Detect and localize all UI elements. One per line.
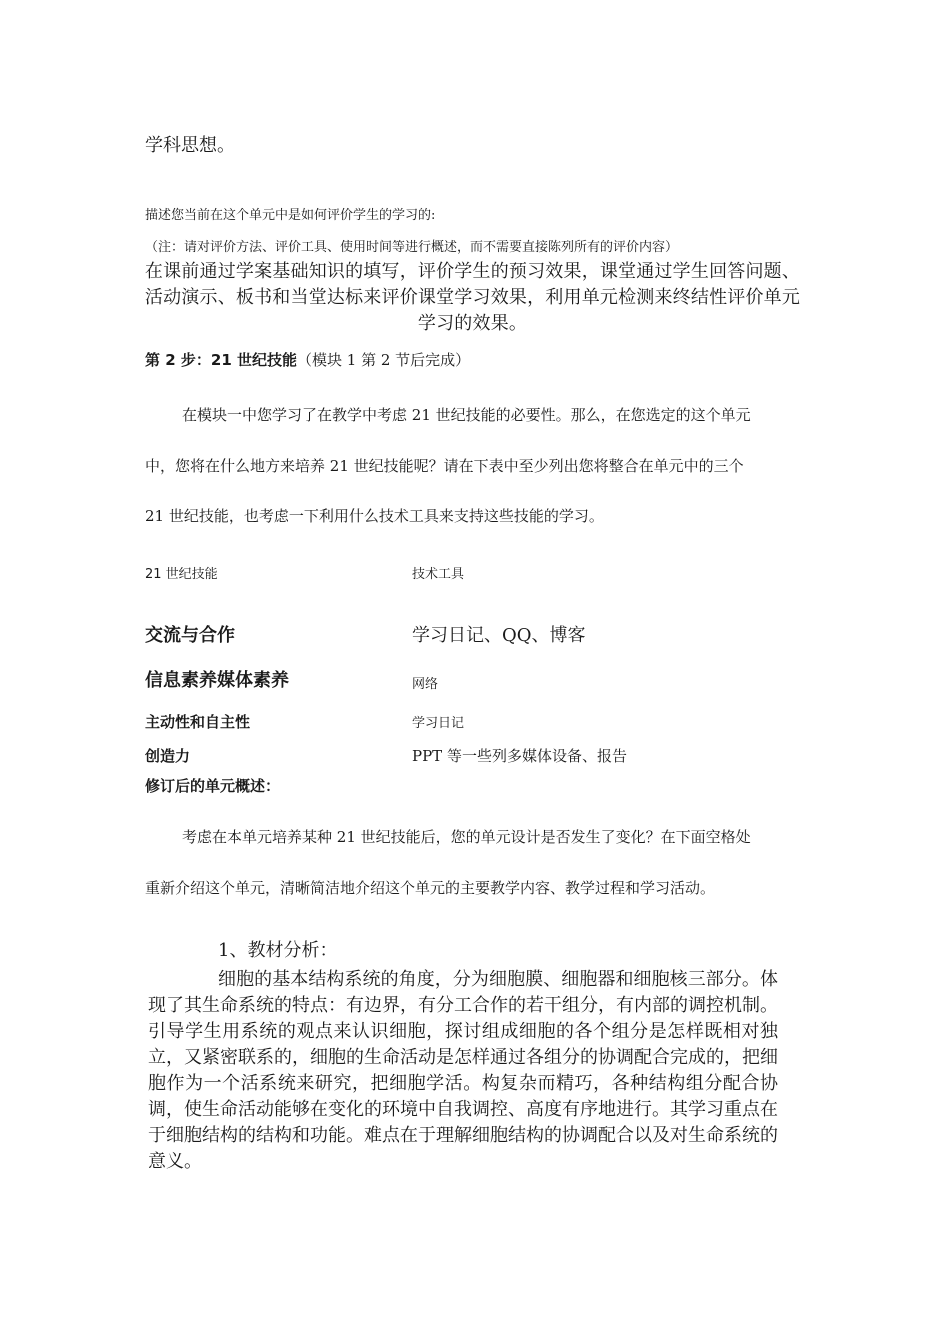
assessment-prompt: 描述您当前在这个单元中是如何评价学生的学习的: xyxy=(145,208,436,223)
assessment-note: （注：请对评价方法、评价工具、使用时间等进行概述，而不需要直接陈列所有的评价内容） xyxy=(145,240,679,255)
revised-paragraph-line-1: 考虑在本单元培养某种 21 世纪技能后，您的单元设计是否发生了变化？在下面空格处 xyxy=(182,828,751,846)
tools-column-header: 技术工具 xyxy=(412,567,465,582)
revised-heading: 修订后的单元概述： xyxy=(145,777,281,795)
tool-cell: 网络 xyxy=(412,677,439,692)
step2-paragraph-line-2: 中，您将在什么地方来培养 21 世纪技能呢？请在下表中至少列出您将整合在单元中的三个 xyxy=(145,457,744,475)
assessment-answer: 在课前通过学案基础知识的填写，评价学生的预习效果，课堂通过学生回答问题、活动演示、板书和当堂达标来评价课堂学习效果，利用单元检测来终结性评价单元学习的效果。 xyxy=(144,261,801,334)
tool-cell: 学习日记 xyxy=(412,716,465,731)
item-title: 1、教材分析： xyxy=(218,940,338,961)
intro-tail-text: 学科思想。 xyxy=(145,135,235,156)
tool-cell: 学习日记、QQ、博客 xyxy=(412,625,586,646)
skills-column-header: 21 世纪技能 xyxy=(145,567,218,582)
step2-paragraph-line-3: 21 世纪技能，也考虑一下利用什么技术工具来支持这些技能的学习。 xyxy=(145,507,604,525)
skill-cell: 信息素养媒体素养 xyxy=(145,670,289,691)
item-body: 细胞的基本结构系统的角度，分为细胞膜、细胞器和细胞核三部分。体现了其生命系统的特点：有边界，有分工合作的若干组分，有内部的调控机制。引导学生用系统的观点来认识细胞，探讨组成细胞的各个组分是怎样既相对独立，又紧密联系的，细胞的生命活动是怎样通过各组分的协调配合完成的，把细胞作为一个活系统来研究，把细胞学活。构复杂而精巧，各种结构组分配合协调，使生命活动能够在变化的环境中自我调控、高度有序地进行。其学习重点在于细胞结构的结构和功能。难点在于理解细胞结构的协调配合以及对生命系统的意义。 xyxy=(148,969,778,1172)
skill-cell: 主动性和自主性 xyxy=(145,713,251,731)
step2-heading-line xyxy=(145,349,470,370)
step2-paragraph-line-1: 在模块一中您学习了在教学中考虑 21 世纪技能的必要性。那么，在您选定的这个单元 xyxy=(182,406,751,424)
step2-heading-note: （模块 1 第 2 节后完成） xyxy=(296,351,471,369)
step2-heading: 第 2 步：21 世纪技能 xyxy=(145,351,297,369)
skill-cell: 创造力 xyxy=(145,747,191,765)
revised-paragraph-line-2: 重新介绍这个单元，清晰简洁地介绍这个单元的主要教学内容、教学过程和学习活动。 xyxy=(145,879,716,897)
tool-cell: PPT 等一些列多媒体设备、报告 xyxy=(412,747,627,765)
skill-cell: 交流与合作 xyxy=(145,625,235,646)
